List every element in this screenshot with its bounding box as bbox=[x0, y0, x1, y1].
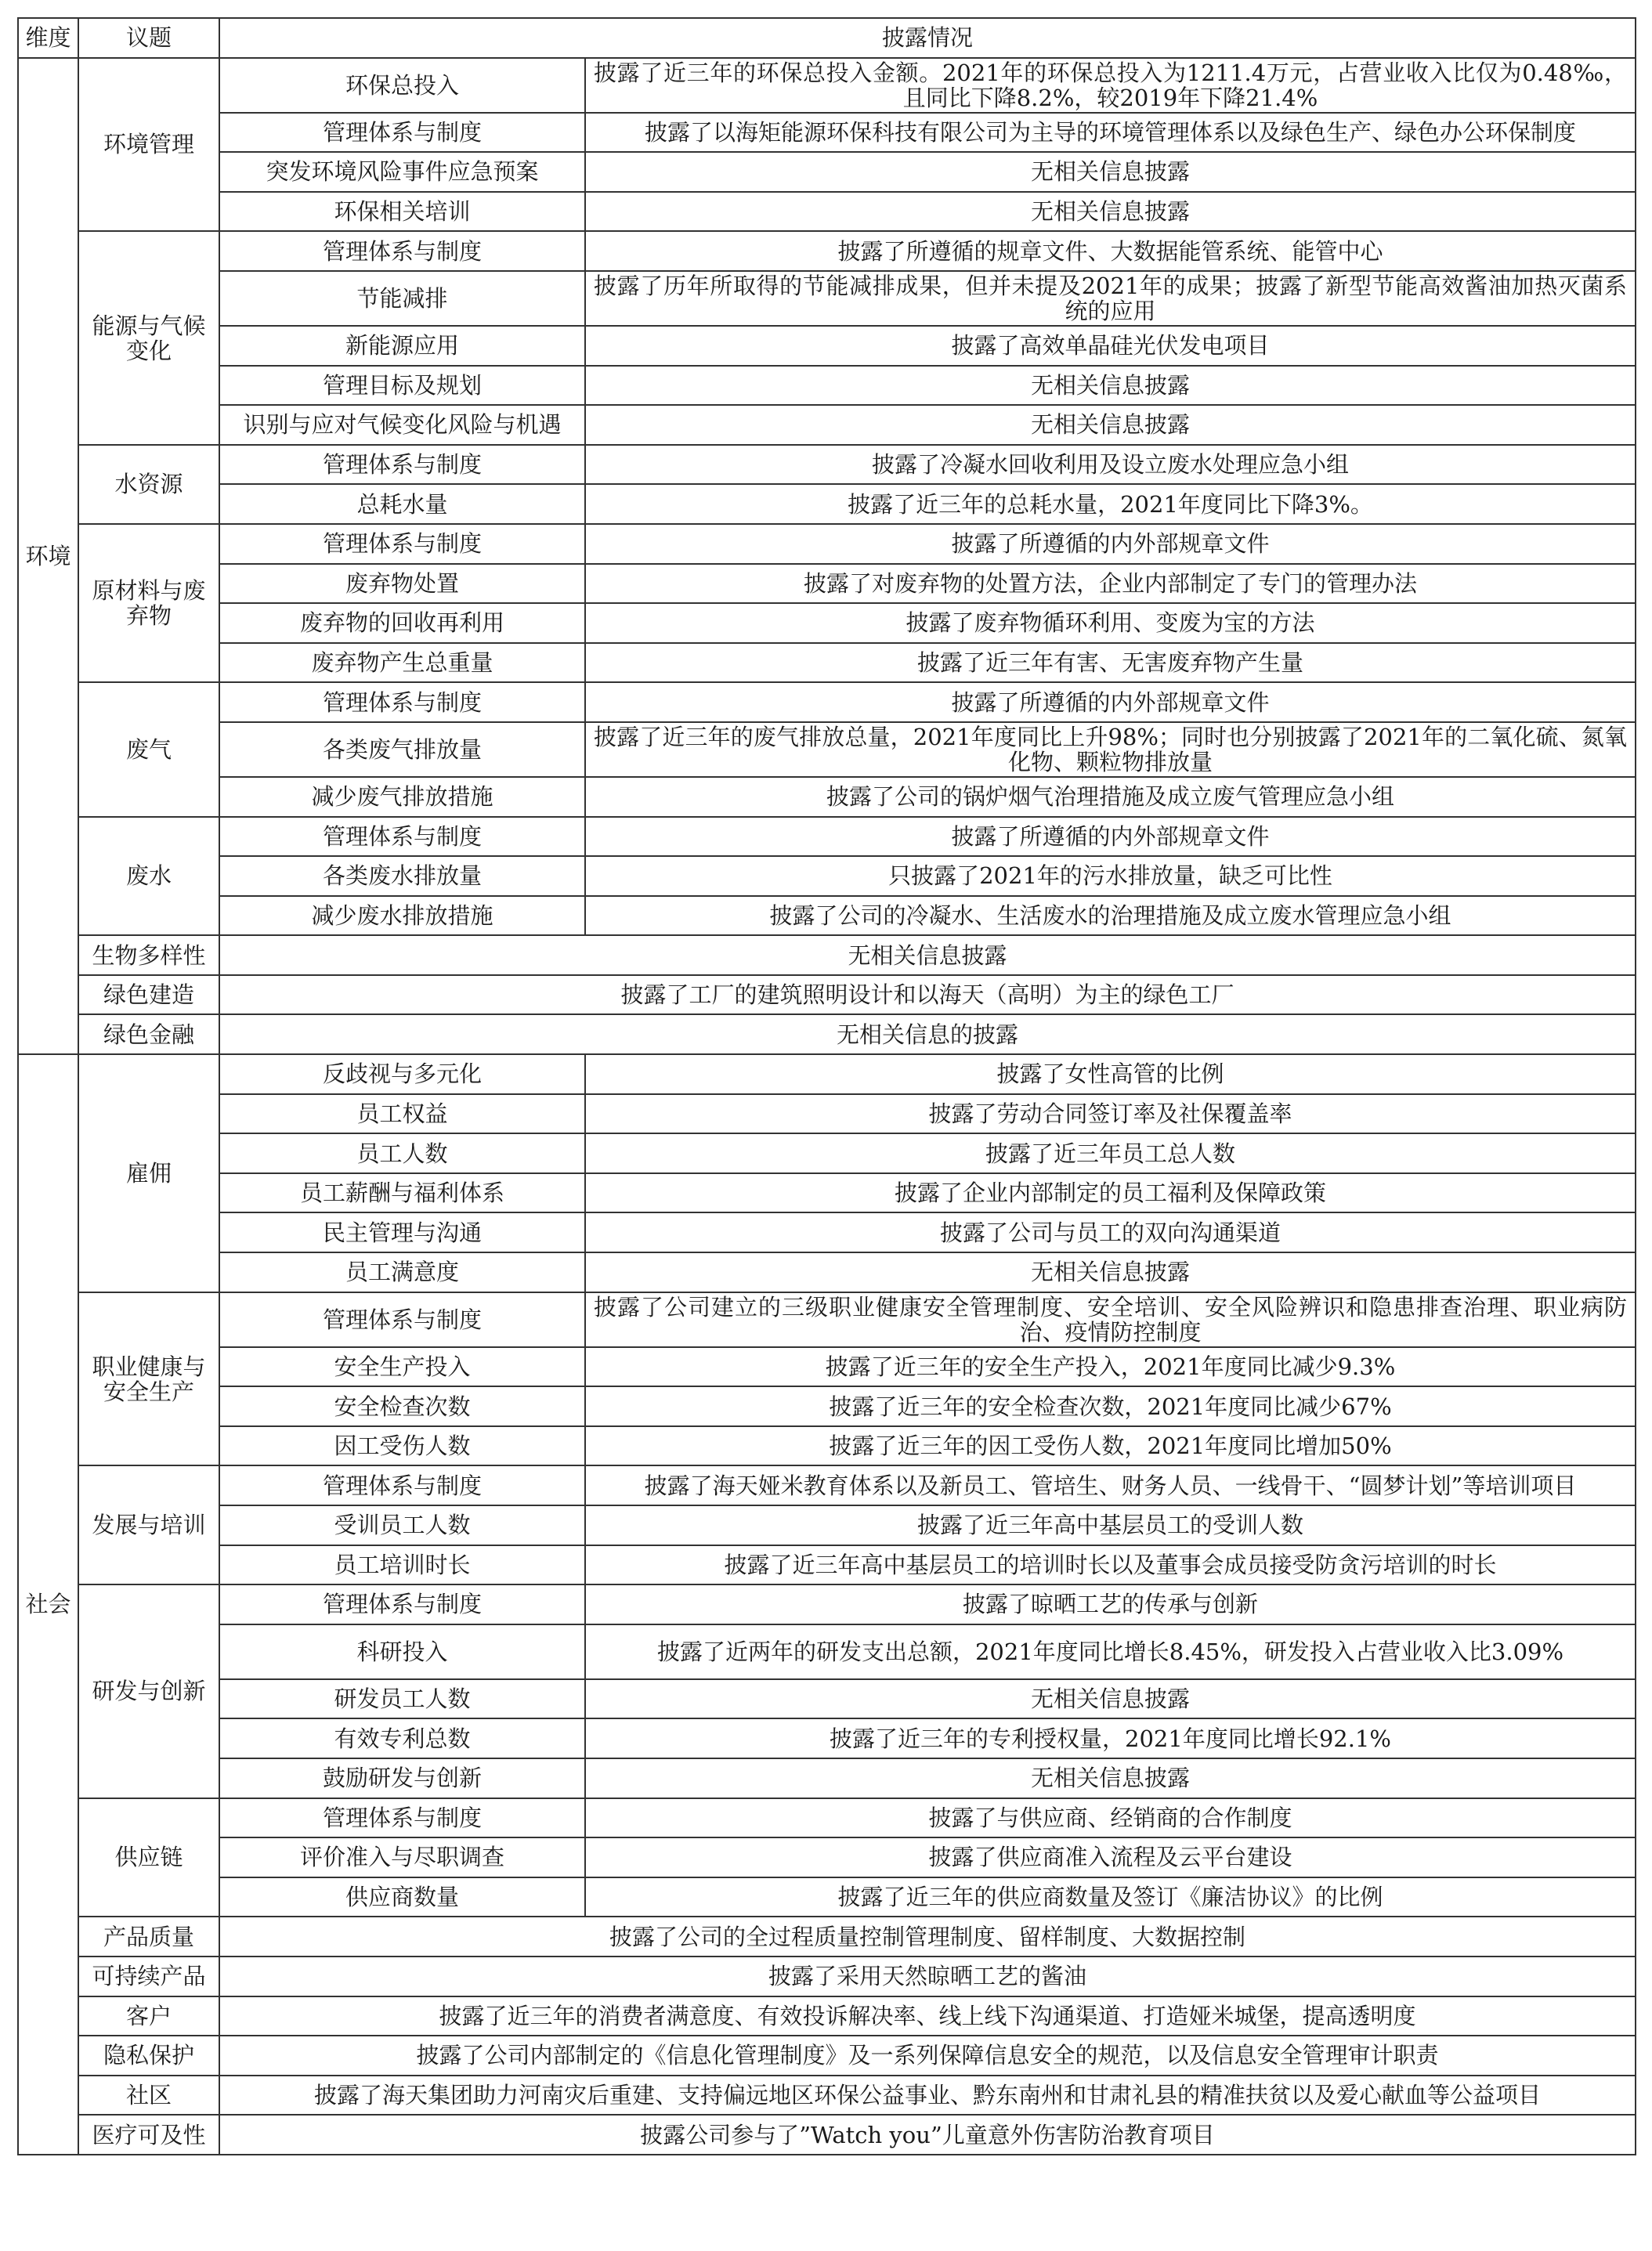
table-row bbox=[18, 1252, 1636, 1292]
category-cell: 研发与创新 bbox=[78, 1584, 219, 1798]
topic-cell: 新能源应用 bbox=[219, 326, 585, 366]
disclosure-cell: 无相关信息披露 bbox=[585, 405, 1636, 445]
merged-disclosure-cell: 无相关信息的披露 bbox=[219, 1014, 1636, 1054]
merged-disclosure-cell: 披露了海天集团助力河南灾后重建、支持偏远地区环保公益事业、黔东南州和甘肃礼县的精准扶贫以及爱心献血等公益项目 bbox=[219, 2076, 1636, 2116]
category-cell: 环境管理 bbox=[78, 58, 219, 232]
topic-cell: 管理体系与制度 bbox=[219, 113, 585, 153]
disclosure-cell: 披露了以海矩能源环保科技有限公司为主导的环境管理体系以及绿色生产、绿色办公环保制度 bbox=[585, 113, 1636, 153]
table-row bbox=[18, 817, 1636, 857]
merged-disclosure-cell: 披露公司参与了”Watch you”儿童意外伤害防治教育项目 bbox=[219, 2115, 1636, 2155]
table-row bbox=[18, 564, 1636, 604]
topic-cell: 减少废气排放措施 bbox=[219, 777, 585, 817]
dimension-cell: 环境 bbox=[18, 58, 78, 1054]
disclosure-cell: 披露了公司建立的三级职业健康安全管理制度、安全培训、安全风险辨识和隐患排查治理、职业病防治、疫情防控制度 bbox=[585, 1292, 1636, 1347]
topic-cell: 废弃物处置 bbox=[219, 564, 585, 604]
table-row bbox=[18, 231, 1636, 271]
disclosure-cell: 无相关信息披露 bbox=[585, 1252, 1636, 1292]
disclosure-cell: 披露了近三年的安全生产投入，2021年度同比减少9.3% bbox=[585, 1347, 1636, 1387]
topic-cell: 废弃物产生总重量 bbox=[219, 643, 585, 683]
header-row bbox=[18, 18, 1636, 58]
disclosure-cell: 披露了近三年的总耗水量，2021年度同比下降3%。 bbox=[585, 484, 1636, 524]
dimension-cell: 社会 bbox=[18, 1054, 78, 2155]
merged-disclosure-cell: 披露了近三年的消费者满意度、有效投诉解决率、线上线下沟通渠道、打造娅米城堡，提高透明度 bbox=[219, 1996, 1636, 2036]
disclosure-cell: 披露了海天娅米教育体系以及新员工、管培生、财务人员、一线骨干、“圆梦计划”等培训项目 bbox=[585, 1465, 1636, 1505]
topic-cell: 管理体系与制度 bbox=[219, 524, 585, 564]
table-row bbox=[18, 445, 1636, 485]
topic-cell: 受训员工人数 bbox=[219, 1505, 585, 1545]
disclosure-cell: 无相关信息披露 bbox=[585, 1679, 1636, 1719]
table-row bbox=[18, 1426, 1636, 1466]
table-row bbox=[18, 1014, 1636, 1054]
table-row bbox=[18, 1837, 1636, 1877]
table-row bbox=[18, 856, 1636, 896]
table-body bbox=[18, 18, 1636, 2155]
topic-cell: 管理目标及规划 bbox=[219, 366, 585, 406]
topic-cell: 反歧视与多元化 bbox=[219, 1054, 585, 1094]
merged-disclosure-cell: 披露了采用天然晾晒工艺的酱油 bbox=[219, 1957, 1636, 1996]
table-row bbox=[18, 1347, 1636, 1387]
topic-cell: 员工权益 bbox=[219, 1094, 585, 1134]
table-row bbox=[18, 1877, 1636, 1917]
topic-cell: 管理体系与制度 bbox=[219, 1292, 585, 1347]
category-cell: 雇佣 bbox=[78, 1054, 219, 1292]
topic-cell: 管理体系与制度 bbox=[219, 1584, 585, 1624]
table-row bbox=[18, 722, 1636, 777]
topic-cell: 管理体系与制度 bbox=[219, 1798, 585, 1838]
topic-cell: 环保相关培训 bbox=[219, 192, 585, 232]
merged-disclosure-cell: 无相关信息披露 bbox=[219, 935, 1636, 975]
disclosure-cell: 无相关信息披露 bbox=[585, 366, 1636, 406]
table-row bbox=[18, 1996, 1636, 2036]
topic-cell: 员工培训时长 bbox=[219, 1545, 585, 1585]
topic-cell: 各类废气排放量 bbox=[219, 722, 585, 777]
table-row bbox=[18, 1386, 1636, 1426]
table-row bbox=[18, 896, 1636, 936]
topic-cell: 总耗水量 bbox=[219, 484, 585, 524]
disclosure-cell: 披露了近三年的环保总投入金额。2021年的环保总投入为1211.4万元，占营业收入比仅为0.48‰，且同比下降8.2%，较2019年下降21.4% bbox=[585, 58, 1636, 113]
topic-cell: 鼓励研发与创新 bbox=[219, 1758, 585, 1798]
disclosure-cell: 披露了近三年高中基层员工的培训时长以及董事会成员接受防贪污培训的时长 bbox=[585, 1545, 1636, 1585]
table-row bbox=[18, 1798, 1636, 1838]
table-row bbox=[18, 2036, 1636, 2076]
disclosure-cell: 只披露了2021年的污水排放量，缺乏可比性 bbox=[585, 856, 1636, 896]
topic-cell: 管理体系与制度 bbox=[219, 682, 585, 722]
disclosure-cell: 披露了所遵循的内外部规章文件 bbox=[585, 524, 1636, 564]
disclosure-cell: 披露了近两年的研发支出总额，2021年度同比增长8.45%，研发投入占营业收入比3.09% bbox=[585, 1624, 1636, 1679]
table-row bbox=[18, 643, 1636, 683]
topic-cell: 员工满意度 bbox=[219, 1252, 585, 1292]
topic-cell: 科研投入 bbox=[219, 1624, 585, 1679]
disclosure-cell: 无相关信息披露 bbox=[585, 1758, 1636, 1798]
disclosure-cell: 披露了晾晒工艺的传承与创新 bbox=[585, 1584, 1636, 1624]
category-cell: 绿色金融 bbox=[78, 1014, 219, 1054]
table-row bbox=[18, 152, 1636, 192]
category-cell: 能源与气候变化 bbox=[78, 231, 219, 444]
topic-cell: 管理体系与制度 bbox=[219, 445, 585, 485]
topic-cell: 识别与应对气候变化风险与机遇 bbox=[219, 405, 585, 445]
category-cell: 水资源 bbox=[78, 445, 219, 524]
table-row bbox=[18, 1465, 1636, 1505]
table-row bbox=[18, 1917, 1636, 1957]
disclosure-cell: 披露了历年所取得的节能减排成果，但并未提及2021年的成果；披露了新型节能高效酱油加热灭菌系统的应用 bbox=[585, 271, 1636, 326]
category-cell: 发展与培训 bbox=[78, 1465, 219, 1584]
table-row bbox=[18, 484, 1636, 524]
merged-disclosure-cell: 披露了公司的全过程质量控制管理制度、留样制度、大数据控制 bbox=[219, 1917, 1636, 1957]
disclosure-cell: 披露了女性高管的比例 bbox=[585, 1054, 1636, 1094]
disclosure-cell: 披露了近三年员工总人数 bbox=[585, 1133, 1636, 1173]
topic-cell: 管理体系与制度 bbox=[219, 1465, 585, 1505]
topic-cell: 安全生产投入 bbox=[219, 1347, 585, 1387]
topic-cell: 减少废水排放措施 bbox=[219, 896, 585, 936]
disclosure-cell: 披露了近三年的废气排放总量，2021年度同比上升98%；同时也分别披露了2021年的二氧化硫、氮氧化物、颗粒物排放量 bbox=[585, 722, 1636, 777]
topic-cell: 供应商数量 bbox=[219, 1877, 585, 1917]
disclosure-cell: 披露了企业内部制定的员工福利及保障政策 bbox=[585, 1173, 1636, 1213]
disclosure-page bbox=[17, 17, 1635, 2155]
disclosure-cell: 无相关信息披露 bbox=[585, 152, 1636, 192]
disclosure-cell: 披露了所遵循的内外部规章文件 bbox=[585, 682, 1636, 722]
table-row bbox=[18, 326, 1636, 366]
table-row bbox=[18, 113, 1636, 153]
disclosure-cell: 披露了近三年的安全检查次数，2021年度同比减少67% bbox=[585, 1386, 1636, 1426]
disclosure-cell: 披露了公司的锅炉烟气治理措施及成立废气管理应急小组 bbox=[585, 777, 1636, 817]
merged-disclosure-cell: 披露了工厂的建筑照明设计和以海天（高明）为主的绿色工厂 bbox=[219, 975, 1636, 1015]
category-cell: 可持续产品 bbox=[78, 1957, 219, 1996]
table-row bbox=[18, 271, 1636, 326]
disclosure-cell: 披露了与供应商、经销商的合作制度 bbox=[585, 1798, 1636, 1838]
category-cell: 产品质量 bbox=[78, 1917, 219, 1957]
disclosure-cell: 披露了劳动合同签订率及社保覆盖率 bbox=[585, 1094, 1636, 1134]
table-row bbox=[18, 1133, 1636, 1173]
topic-cell: 安全检查次数 bbox=[219, 1386, 585, 1426]
topic-cell: 突发环境风险事件应急预案 bbox=[219, 152, 585, 192]
table-row bbox=[18, 366, 1636, 406]
topic-cell: 民主管理与沟通 bbox=[219, 1212, 585, 1252]
disclosure-cell: 披露了废弃物循环利用、变废为宝的方法 bbox=[585, 603, 1636, 643]
header-dimension: 维度 bbox=[18, 18, 78, 58]
table-row bbox=[18, 1545, 1636, 1585]
category-cell: 客户 bbox=[78, 1996, 219, 2036]
table-row bbox=[18, 405, 1636, 445]
disclosure-cell: 无相关信息披露 bbox=[585, 192, 1636, 232]
disclosure-cell: 披露了所遵循的内外部规章文件 bbox=[585, 817, 1636, 857]
category-cell: 职业健康与安全生产 bbox=[78, 1292, 219, 1466]
topic-cell: 员工人数 bbox=[219, 1133, 585, 1173]
category-cell: 废气 bbox=[78, 682, 219, 816]
topic-cell: 因工受伤人数 bbox=[219, 1426, 585, 1466]
table-row bbox=[18, 2076, 1636, 2116]
topic-cell: 节能减排 bbox=[219, 271, 585, 326]
table-row bbox=[18, 1758, 1636, 1798]
disclosure-cell: 披露了公司的冷凝水、生活废水的治理措施及成立废水管理应急小组 bbox=[585, 896, 1636, 936]
table-row bbox=[18, 603, 1636, 643]
category-cell: 供应链 bbox=[78, 1798, 219, 1917]
table-row bbox=[18, 58, 1636, 113]
disclosure-cell: 披露了近三年高中基层员工的受训人数 bbox=[585, 1505, 1636, 1545]
table-row bbox=[18, 192, 1636, 232]
disclosure-cell: 披露了所遵循的规章文件、大数据能管系统、能管中心 bbox=[585, 231, 1636, 271]
table-row bbox=[18, 1505, 1636, 1545]
table-row bbox=[18, 1173, 1636, 1213]
header-disclosure: 披露情况 bbox=[219, 18, 1636, 58]
topic-cell: 员工薪酬与福利体系 bbox=[219, 1173, 585, 1213]
table-row bbox=[18, 1957, 1636, 1996]
header-topic: 议题 bbox=[78, 18, 219, 58]
table-row bbox=[18, 524, 1636, 564]
category-cell: 绿色建造 bbox=[78, 975, 219, 1015]
category-cell: 原材料与废弃物 bbox=[78, 524, 219, 682]
disclosure-cell: 披露了近三年的因工受伤人数，2021年度同比增加50% bbox=[585, 1426, 1636, 1466]
category-cell: 生物多样性 bbox=[78, 935, 219, 975]
topic-cell: 管理体系与制度 bbox=[219, 231, 585, 271]
topic-cell: 评价准入与尽职调查 bbox=[219, 1837, 585, 1877]
category-cell: 隐私保护 bbox=[78, 2036, 219, 2076]
category-cell: 医疗可及性 bbox=[78, 2115, 219, 2155]
table-row bbox=[18, 777, 1636, 817]
category-cell: 废水 bbox=[78, 817, 219, 936]
topic-cell: 管理体系与制度 bbox=[219, 817, 585, 857]
disclosure-table bbox=[17, 17, 1636, 2155]
table-row bbox=[18, 1624, 1636, 1679]
topic-cell: 废弃物的回收再利用 bbox=[219, 603, 585, 643]
table-row bbox=[18, 1584, 1636, 1624]
category-cell: 社区 bbox=[78, 2076, 219, 2116]
topic-cell: 各类废水排放量 bbox=[219, 856, 585, 896]
table-row bbox=[18, 1094, 1636, 1134]
table-row bbox=[18, 1054, 1636, 1094]
disclosure-cell: 披露了近三年有害、无害废弃物产生量 bbox=[585, 643, 1636, 683]
disclosure-cell: 披露了公司与员工的双向沟通渠道 bbox=[585, 1212, 1636, 1252]
disclosure-cell: 披露了冷凝水回收利用及设立废水处理应急小组 bbox=[585, 445, 1636, 485]
topic-cell: 有效专利总数 bbox=[219, 1718, 585, 1758]
table-row bbox=[18, 935, 1636, 975]
table-row bbox=[18, 975, 1636, 1015]
disclosure-cell: 披露了近三年的专利授权量，2021年度同比增长92.1% bbox=[585, 1718, 1636, 1758]
table-row bbox=[18, 2115, 1636, 2155]
disclosure-cell: 披露了高效单晶硅光伏发电项目 bbox=[585, 326, 1636, 366]
table-row bbox=[18, 1679, 1636, 1719]
table-row bbox=[18, 1212, 1636, 1252]
merged-disclosure-cell: 披露了公司内部制定的《信息化管理制度》及一系列保障信息安全的规范，以及信息安全管理审计职责 bbox=[219, 2036, 1636, 2076]
table-row bbox=[18, 682, 1636, 722]
table-row bbox=[18, 1292, 1636, 1347]
topic-cell: 研发员工人数 bbox=[219, 1679, 585, 1719]
table-row bbox=[18, 1718, 1636, 1758]
disclosure-cell: 披露了对废弃物的处置方法，企业内部制定了专门的管理办法 bbox=[585, 564, 1636, 604]
disclosure-cell: 披露了供应商准入流程及云平台建设 bbox=[585, 1837, 1636, 1877]
topic-cell: 环保总投入 bbox=[219, 58, 585, 113]
disclosure-cell: 披露了近三年的供应商数量及签订《廉洁协议》的比例 bbox=[585, 1877, 1636, 1917]
